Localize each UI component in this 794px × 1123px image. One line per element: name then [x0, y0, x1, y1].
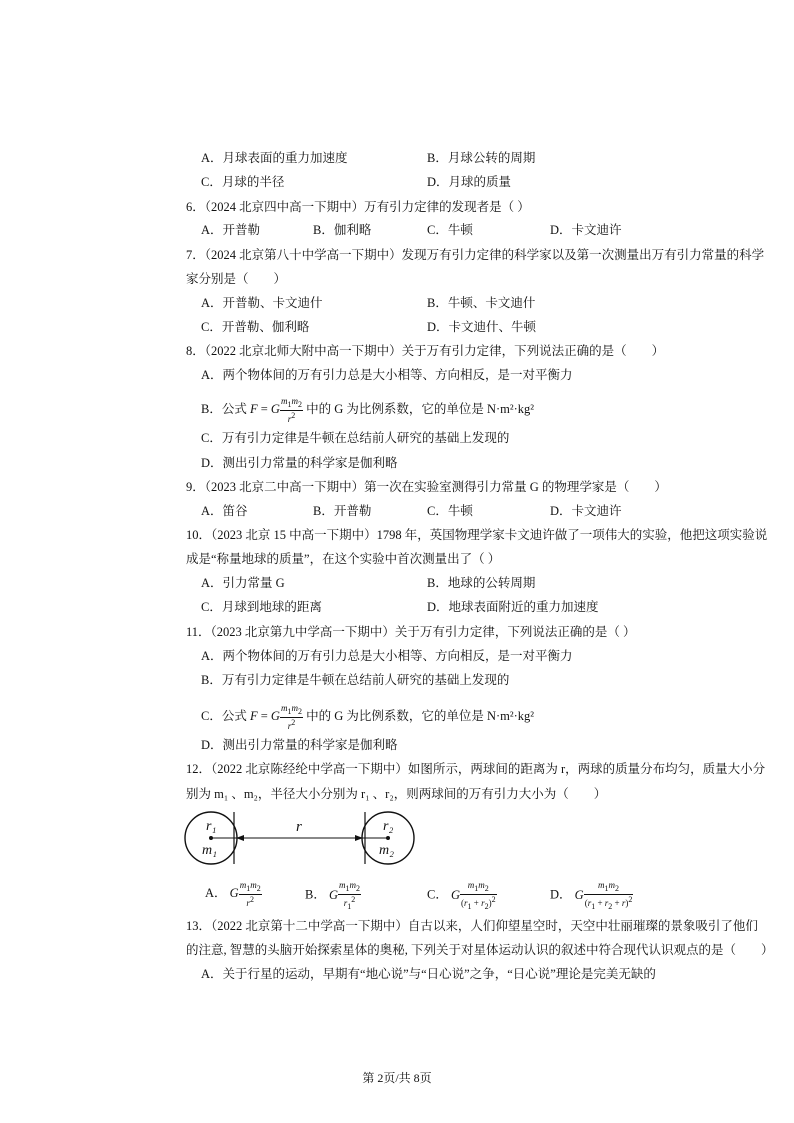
q7-option-c: C．开普勒、伽利略 — [201, 320, 310, 334]
q9-stem: 9．（2023 北京二中高一下期中）第一次在实验室测得引力常量 G 的物理学家是（ ） — [186, 480, 667, 494]
q8-stem: 8．（2022 北京北师大附中高一下期中）关于万有引力定律，下列说法正确的是（ ） — [186, 344, 665, 358]
q6-option-c: C．牛顿 — [427, 223, 473, 237]
q9-option-c: C．牛顿 — [427, 504, 473, 518]
q10-stem-line1: 10．（2023 北京 15 中高一下期中）1798 年，英国物理学家卡文迪许做了一项伟大的实验，他把这项实验说 — [186, 528, 768, 542]
q10-stem-line2: 成是“称量地球的质量”，在这个实验中首次测量出了（ ） — [186, 552, 501, 566]
q9-option-b: B．开普勒 — [313, 504, 372, 518]
q13-option-a: A．关于行星的运动，早期有“地心说”与“日心说”之争，“日心说”理论是完美无缺的 — [201, 967, 656, 981]
q12-formula-d: G $\frac{m_1m_2}{(r_1 + r_2 + r)^2}$ — [574, 880, 633, 911]
q8-formula: F = G $\frac{m_1m_2}{r^2}$ — [249, 396, 302, 424]
q12-option-b — [305, 880, 361, 912]
q9-option-d: D．卡文迪许 — [550, 504, 622, 518]
q8-option-c: C．万有引力定律是牛顿在总结前人研究的基础上发现的 — [201, 431, 510, 445]
q12-option-a-letter: A． — [205, 885, 227, 900]
q5-option-d: D．月球的质量 — [427, 175, 512, 189]
q11-formula: F = G $\frac{m_1m_2}{r^2}$ — [249, 703, 302, 731]
q8-option-b-prefix: B．公式 — [201, 401, 247, 416]
q5-option-c: C．月球的半径 — [201, 175, 285, 189]
q12-stem-line2: 别为 m₁ 、m₂，半径大小分别为 r₁ 、r₂，则两球间的万有引力大小为（ ） — [186, 787, 607, 801]
page-number: 第 2页/共 8页 — [362, 1071, 432, 1085]
q7-option-d: D．卡文迪什、牛顿 — [427, 320, 537, 334]
q11-option-c-suffix: 中的 G 为比例系数，它的单位是 N·m²·kg² — [306, 708, 535, 723]
q12-option-c — [427, 880, 497, 912]
q8-option-d: D．测出引力常量的科学家是伽利略 — [201, 456, 398, 470]
q10-option-b: B．地球的公转周期 — [427, 576, 536, 590]
q13-stem-line1: 13．（2022 北京第十二中学高一下期中）自古以来，人们仰望星空时，天空中壮丽璀璨的景象吸引了他们 — [186, 919, 758, 933]
q12-formula-a: G $\frac{m_1m_2}{r^2}$ — [229, 880, 261, 908]
q11-option-c — [201, 703, 534, 731]
q5-option-b: B．月球公转的周期 — [427, 151, 536, 165]
q12-option-d-letter: D． — [550, 887, 572, 902]
q12-formula-c: G $\frac{m_1m_2}{(r_1 + r_2)^2}$ — [450, 880, 496, 911]
label-r: r — [296, 819, 302, 835]
q10-option-d: D．地球表面附近的重力加速度 — [427, 600, 599, 614]
label-r2: r₂ — [383, 819, 394, 834]
q12-stem-line1: 12．（2022 北京陈经纶中学高一下期中）如图所示，两球间的距离为 r，两球的质量分布均匀，质量大小分 — [186, 762, 766, 776]
q8-option-a: A．两个物体间的万有引力总是大小相等、方向相反，是一对平衡力 — [201, 368, 573, 382]
q6-option-b: B．伽利略 — [313, 223, 372, 237]
q11-option-a: A．两个物体间的万有引力总是大小相等、方向相反，是一对平衡力 — [201, 649, 573, 663]
two-spheres-figure — [180, 808, 430, 868]
q7-option-a: A．开普勒、卡文迪什 — [201, 296, 323, 310]
q7-stem-line1: 7．（2024 北京第八十中学高一下期中）发现万有引力定律的科学家以及第一次测量出万有引力常量的科学 — [186, 248, 765, 262]
q7-option-b: B．牛顿、卡文迪什 — [427, 296, 536, 310]
q11-option-c-prefix: C．公式 — [201, 708, 247, 723]
label-m2: m₂ — [379, 843, 394, 858]
q11-option-d: D．测出引力常量的科学家是伽利略 — [201, 738, 398, 752]
q11-stem: 11．（2023 北京第九中学高一下期中）关于万有引力定律，下列说法正确的是（ ） — [186, 625, 636, 639]
q6-option-d: D．卡文迪许 — [550, 223, 622, 237]
q12-formula-b: G $\frac{m_1m_2}{r_1^2}$ — [328, 880, 360, 911]
q6-option-a: A．开普勒 — [201, 223, 261, 237]
q12-option-c-letter: C． — [427, 887, 448, 902]
label-m1: m₁ — [202, 843, 217, 858]
q9-option-a: A．笛谷 — [201, 504, 248, 518]
q8-option-b — [201, 396, 534, 424]
q6-stem: 6．（2024 北京四中高一下期中）万有引力定律的发现者是（ ） — [186, 200, 530, 214]
q12-option-d — [550, 880, 633, 912]
q11-option-b: B．万有引力定律是牛顿在总结前人研究的基础上发现的 — [201, 673, 510, 687]
q12-option-a — [205, 880, 262, 908]
q12-option-b-letter: B． — [305, 887, 326, 902]
q13-stem-line2: 的注意, 智慧的头脑开始探索星体的奥秘, 下列关于对星体运动认识的叙述中符合现代认识观点的是（ ） — [186, 943, 774, 957]
q10-option-c: C．月球到地球的距离 — [201, 600, 322, 614]
q8-option-b-suffix: 中的 G 为比例系数，它的单位是 N·m²·kg² — [306, 401, 535, 416]
q10-option-a: A．引力常量 G — [201, 576, 285, 590]
label-r1: r₁ — [206, 819, 217, 834]
q7-stem-line2: 家分别是（ ） — [186, 272, 287, 286]
q5-option-a: A．月球表面的重力加速度 — [201, 151, 348, 165]
